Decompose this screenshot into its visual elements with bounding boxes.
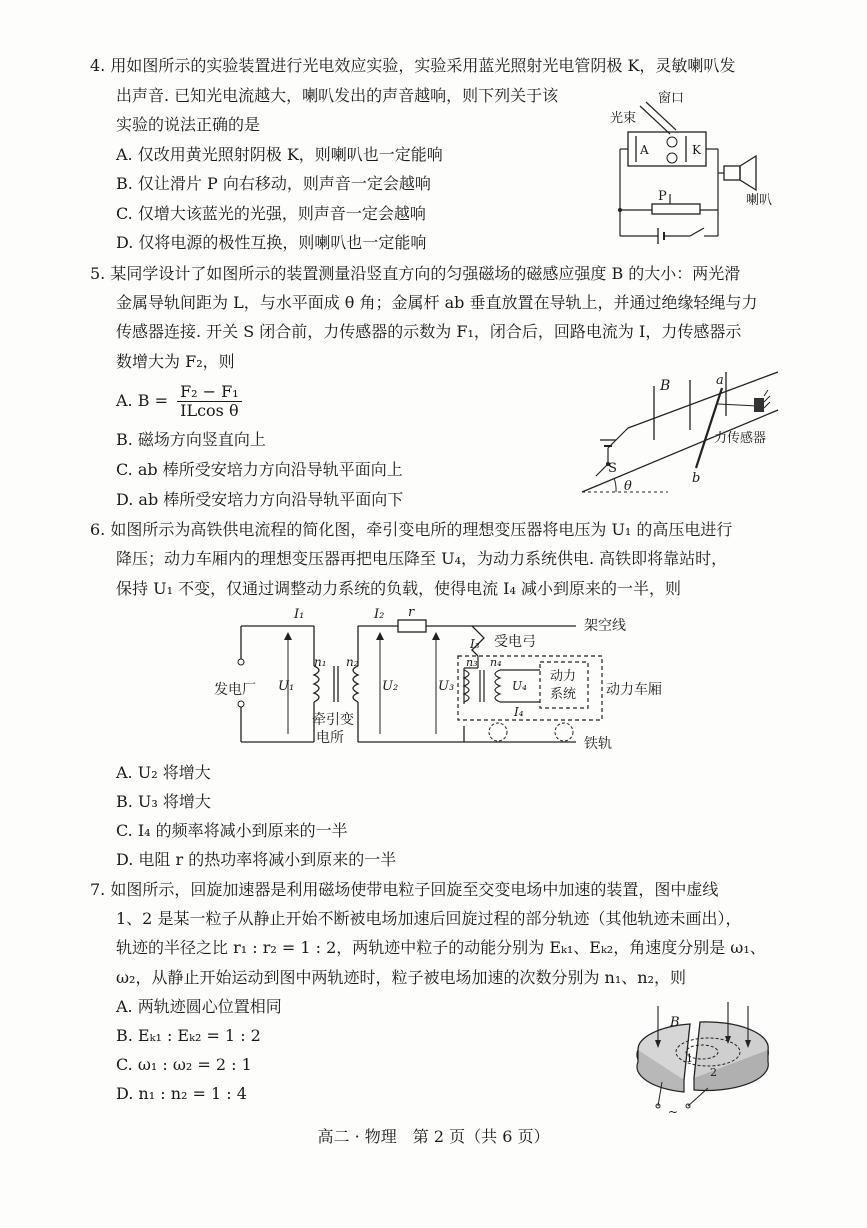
q4-option-d: D. 仅将电源的极性互换，则喇叭也一定能响	[116, 233, 427, 252]
q6-stem-line2: 降压；动力车厢内的理想变压器再把电压降至 U₄，为动力系统供电. 高铁即将靠站时，	[116, 549, 728, 568]
q4-fig-window-label: 窗口	[658, 91, 685, 106]
q5-option-a-prefix: A. B =	[116, 391, 168, 410]
q6-fig-current-i2: I₂	[374, 607, 385, 622]
q7-fig-ac-source-label: ~	[668, 1105, 679, 1119]
q6-fig-turns-n2: n₂	[346, 655, 359, 669]
page-footer: 高二 · 物理 第 2 页（共 6 页）	[317, 1127, 550, 1146]
q6-fig-rail-label: 铁轨	[584, 736, 612, 752]
q5-fig-rod-end-a: a	[716, 373, 724, 388]
q6-stem-line1: 6. 如图所示为高铁供电流程的简化图，牵引变电所的理想变压器将电压为 U₁ 的高压电进行	[90, 520, 733, 539]
q7-option-c: C. ω₁ : ω₂ = 2 : 1	[116, 1055, 252, 1074]
q4-speaker-icon	[724, 166, 740, 180]
q6-fig-resistor-label: r	[408, 605, 415, 620]
q7-stem-line4: ω₂，从静止开始运动到图中两轨迹时，粒子被电场加速的次数分别为 n₁、n₂，则	[116, 968, 686, 987]
q4-fig-slider-label: P	[658, 189, 667, 204]
q6-fig-voltage-u1: U₁	[278, 679, 295, 694]
q6-fig-power-line1: 动力	[550, 669, 577, 684]
q5-fig-rod-end-b: b	[692, 471, 701, 486]
q6-fig-current-i3: I₃	[470, 637, 480, 651]
q5-option-c: C. ab 棒所受安培力方向沿导轨平面向上	[116, 460, 403, 479]
q5-metal-rod	[696, 388, 722, 468]
q6-option-a: A. U₂ 将增大	[116, 763, 211, 782]
q6-fig-catenary-label: 架空线	[584, 618, 626, 634]
q7-fig-track-2: 2	[710, 1066, 717, 1079]
q6-resistor-r	[398, 620, 426, 632]
q7-fig-field-label: B	[670, 1015, 680, 1030]
q7-option-b: B. Eₖ₁ : Eₖ₂ = 1 : 2	[116, 1026, 261, 1045]
q5-option-d: D. ab 棒所受安培力方向沿导轨平面向下	[116, 490, 404, 509]
q4-fig-anode-label: A	[640, 143, 649, 157]
q5-option-a-fraction	[177, 383, 242, 420]
q6-fig-plant-label: 发电厂	[214, 682, 256, 698]
q7-stem-line1: 7. 如图所示，回旋加速器是利用磁场使带电粒子回旋至交变电场中加速的装置，图中虚线	[90, 880, 719, 899]
q5-stem-line1: 5. 某同学设计了如图所示的装置测量沿竖直方向的匀强磁场的磁感应强度 B 的大小：两光滑	[90, 264, 741, 283]
q6-fig-current-i1: I₁	[294, 607, 305, 622]
q5-fig-sensor-label: 力传感器	[714, 431, 767, 446]
q6-stem-line3: 保持 U₁ 不变，仅通过调整动力系统的负载，使得电流 I₄ 减小到原来的一半，则	[116, 579, 681, 598]
q5-stem-line4: 数增大为 F₂，则	[116, 352, 235, 371]
q6-fig-car-label: 动力车厢	[606, 682, 662, 698]
q6-fig-bow-label: 受电弓	[494, 634, 536, 650]
q7-cyclotron-figure	[628, 996, 778, 1119]
q4-fig-cathode-label: K	[692, 143, 701, 157]
q7-option-a: A. 两轨迹圆心位置相同	[116, 997, 282, 1016]
q5-force-sensor-icon	[754, 398, 764, 412]
q5-option-a	[116, 383, 242, 420]
q5-rail-sensor-figure	[572, 368, 792, 498]
q6-option-c: C. I₄ 的频率将减小到原来的一半	[116, 821, 348, 840]
q6-fig-turns-n4: n₄	[490, 656, 502, 669]
q6-fig-station-line1: 牵引变	[312, 712, 354, 728]
q6-fig-turns-n1: n₁	[314, 655, 327, 669]
q6-fig-voltage-u4: U₄	[512, 679, 527, 693]
q6-fig-voltage-u3: U₃	[438, 679, 455, 694]
q7-fig-track-1: 1	[686, 1052, 693, 1065]
q6-fig-station-line2: 电所	[316, 730, 344, 746]
q6-fig-turns-n3: n₃	[466, 656, 478, 669]
q4-photoelectric-circuit-figure	[600, 86, 780, 246]
q4-fig-beam-label: 光束	[610, 111, 637, 126]
q6-fig-voltage-u2: U₂	[382, 679, 399, 694]
q5-fig-switch-label: S	[608, 461, 617, 476]
q5-stem-line3: 传感器连接. 开关 S 闭合前，力传感器的示数为 F₁，闭合后，回路电流为 I，力传感器示	[116, 322, 742, 341]
q4-option-b: B. 仅让滑片 P 向右移动，则声音一定会越响	[116, 174, 431, 193]
q6-rail-power-supply-figure	[214, 604, 684, 782]
q4-stem-line1: 4. 用如图所示的实验装置进行光电效应实验，实验采用蓝光照射光电管阴极 K，灵敏喇叭发	[90, 56, 736, 75]
q6-fig-current-i4: I₄	[514, 705, 524, 719]
q5-stem-line2: 金属导轨间距为 L，与水平面成 θ 角；金属杆 ab 垂直放置在导轨上，并通过绝缘轻绳与力	[116, 293, 758, 312]
q7-stem-line3: 轨迹的半径之比 r₁ : r₂ = 1 : 2，两轨迹中粒子的动能分别为 Eₖ₁、Eₖ₂，角速度分别是 ω₁、	[116, 938, 766, 957]
q5-fig-angle-label: θ	[624, 479, 632, 494]
q5-option-b: B. 磁场方向竖直向上	[116, 430, 266, 449]
q4-option-a: A. 仅改用黄光照射阴极 K，则喇叭也一定能响	[116, 145, 443, 164]
q7-stem-line2: 1、2 是某一粒子从静止开始不断被电场加速后回旋过程的部分轨迹（其他轨迹未画出），	[116, 909, 742, 928]
q5-fraction-numerator: F₂ − F₁	[177, 383, 242, 402]
q5-fig-field-label: B	[660, 378, 671, 394]
q6-option-b: B. U₃ 将增大	[116, 792, 211, 811]
q6-fig-power-line2: 系统	[550, 687, 577, 702]
q4-stem-line2: 出声音. 已知光电流越大，喇叭发出的声音越响，则下列关于该	[116, 86, 559, 105]
q4-option-c: C. 仅增大该蓝光的光强，则声音一定会越响	[116, 204, 426, 223]
q5-fraction-denominator: ILcos θ	[180, 401, 239, 420]
q4-fig-speaker-label: 喇叭	[746, 193, 773, 208]
q6-option-d: D. 电阻 r 的热功率将减小到原来的一半	[116, 850, 397, 869]
q4-stem-line3: 实验的说法正确的是	[116, 115, 261, 134]
q7-option-d: D. n₁ : n₂ = 1 : 4	[116, 1084, 247, 1103]
